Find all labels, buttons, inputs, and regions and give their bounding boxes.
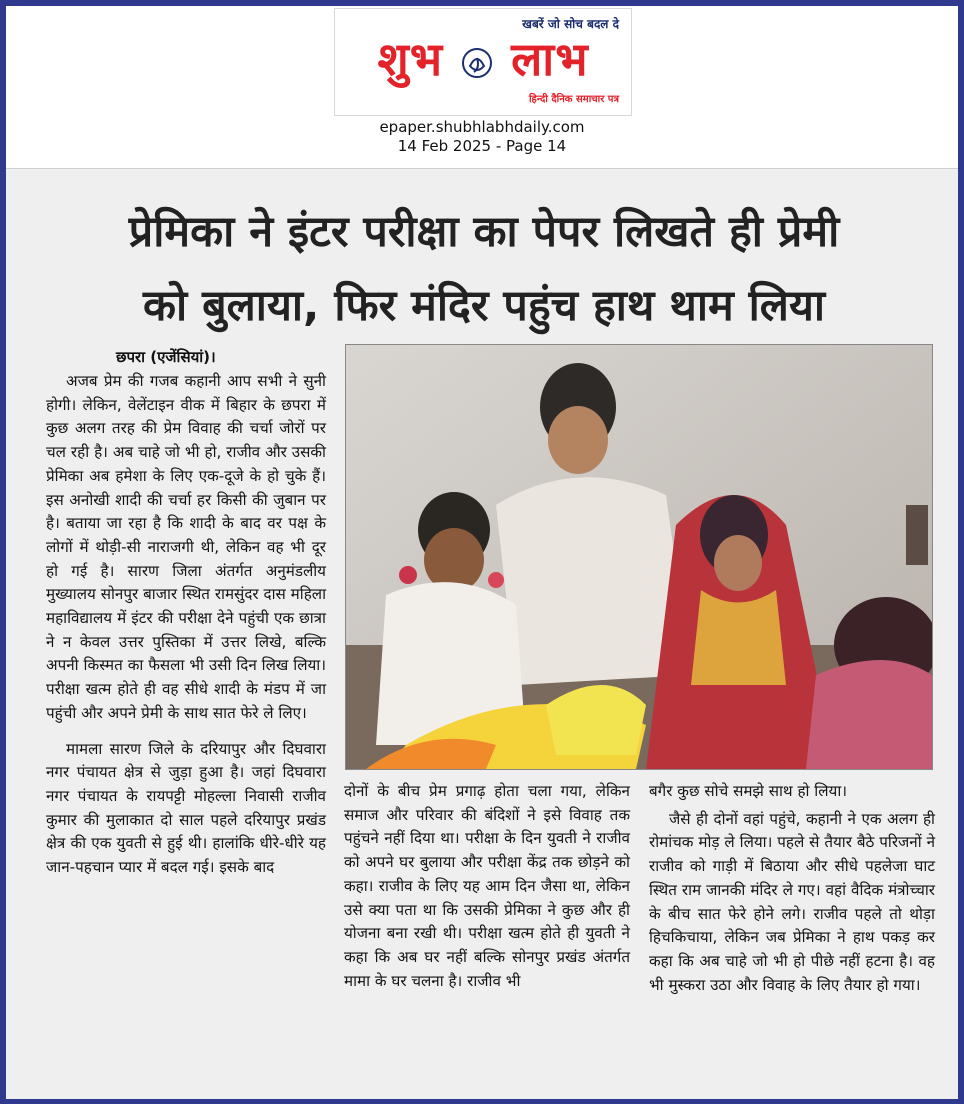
edition-site: epaper.shubhlabhdaily.com [379,118,585,136]
article-headline [26,195,942,343]
logo-text-right: लाभ [511,32,589,86]
headline-line-1: प्रेमिका ने इंटर परीक्षा का पेपर लिखते ही प्रेमी [128,207,840,257]
paragraph: जैसे ही दोनों वहां पहुंचे, कहानी ने एक अलग ही रोमांचक मोड़ ले लिया। पहले से तैयार बैठे परिजनों ने राजीव को गाड़ी में बिठाया और सीधे पहलेजा घाट स्थित राम जानकी मंदिर ले गए। वहां वैदिक मंत्रोच्चार के बीच सात फेरे होने लगे। राजीव पहले तो थोड़ा हिचकिचाया, लेकिन जब प्रेमिका ने हाथ पकड़ कर कहा कि अब चाहे जो भी हो पीछे नहीं हटना है। वह भी मुस्करा उठा और विवाह के लिए तैयार हो गया। [649,809,935,994]
article-column-1 [46,370,326,880]
paragraph: अजब प्रेम की गजब कहानी आप सभी ने सुनी होगी। लेकिन, वेलेंटाइन वीक में बिहार के छपरा में कुछ अलग तरह की प्रेम विवाह की चर्चा जोरों पर चल रही है। अब चाहे जो भी हो, राजीव और उसकी प्रेमिका अब हमेशा के लिए एक-दूजे के हो चुके हैं। इस अनोखी शादी की चर्चा हर किसी की जुबान पर है। बताया जा रहा है कि शादी के बाद वर पक्ष के लोगों में थोड़ी-सी नाराजगी थी, लेकिन वह भी दूर हो गई है। सारण जिला अंतर्गत अनुमंडलीय मुख्यालय सोनपुर बाजार स्थित रामसुंदर दास महिला महाविद्यालय में इंटर की परीक्षा देने पहुंची एक छात्रा ने न केवल उत्तर पुस्तिका में उत्तर लिखे, बल्कि अपनी किस्मत का फैसला भी उसी दिन लिख लिया। परीक्षा खत्म होते ही वह सीधे शादी के मंडप में जा पहुंची और अपने प्रेमी के साथ सात फेरे ले लिए। [46,372,326,722]
paragraph: दोनों के बीच प्रेम प्रगाढ़ होता चला गया, लेकिन समाज और परिवार की बंदिशों ने इसे विवाह तक पहुंचने नहीं दिया था। परीक्षा के दिन युवती ने राजीव को अपने घर बुलाया और परीक्षा केंद्र तक छोड़ने को कहा। राजीव के लिए यह आम दिन जैसा था, लेकिन उसे क्या पता था कि उसकी प्रेमिका ने कुछ और ही योजना बना रखी थी। परीक्षा खत्म होते ही युवती ने कहा कि अब घर नहीं बल्कि सोनपुर प्रखंड अंतर्गत मामा के घर चलना है। राजीव भी [344,782,630,990]
paragraph: मामला सारण जिले के दरियापुर और दिघवारा नगर पंचायत क्षेत्र से जुड़ा हुआ है। जहां दिघवारा नगर पंचायत के रायपट्टी मोहल्ला निवासी राजीव कुमार की मुलाकात दो साल पहले दरियापुर प्रखंड क्षेत्र की एक युवती से हुई थी। हालांकि धीरे-धीरे यह जान-पहचान प्यार में बदल गई। इसके बाद [46,739,326,877]
masthead-tagline: खबरें जो सोच बदल दे [522,17,619,31]
article-dateline: छपरा (एजेंसियां)। [116,348,216,366]
edition-info [6,118,958,156]
newspaper-logo [339,31,627,87]
paragraph: बगैर कुछ सोचे समझे साथ हो लिया। [649,782,848,800]
edition-date-page: 14 Feb 2025 - Page 14 [397,137,567,155]
masthead [334,8,632,116]
headline-line-2: को बुलाया, फिर मंदिर पहुंच हाथ थाम लिया [142,281,826,331]
article-column-2 [344,780,630,993]
masthead-subtitle: हिन्दी दैनिक समाचार पत्र [528,94,619,105]
logo-text-left: शुभ [377,32,444,86]
article-column-3 [649,780,935,997]
article-clipping [6,168,958,1099]
page-frame [6,6,958,1098]
wedding-photo [345,344,933,770]
wedding-photo-image [346,345,932,769]
ganesha-icon [460,46,494,80]
